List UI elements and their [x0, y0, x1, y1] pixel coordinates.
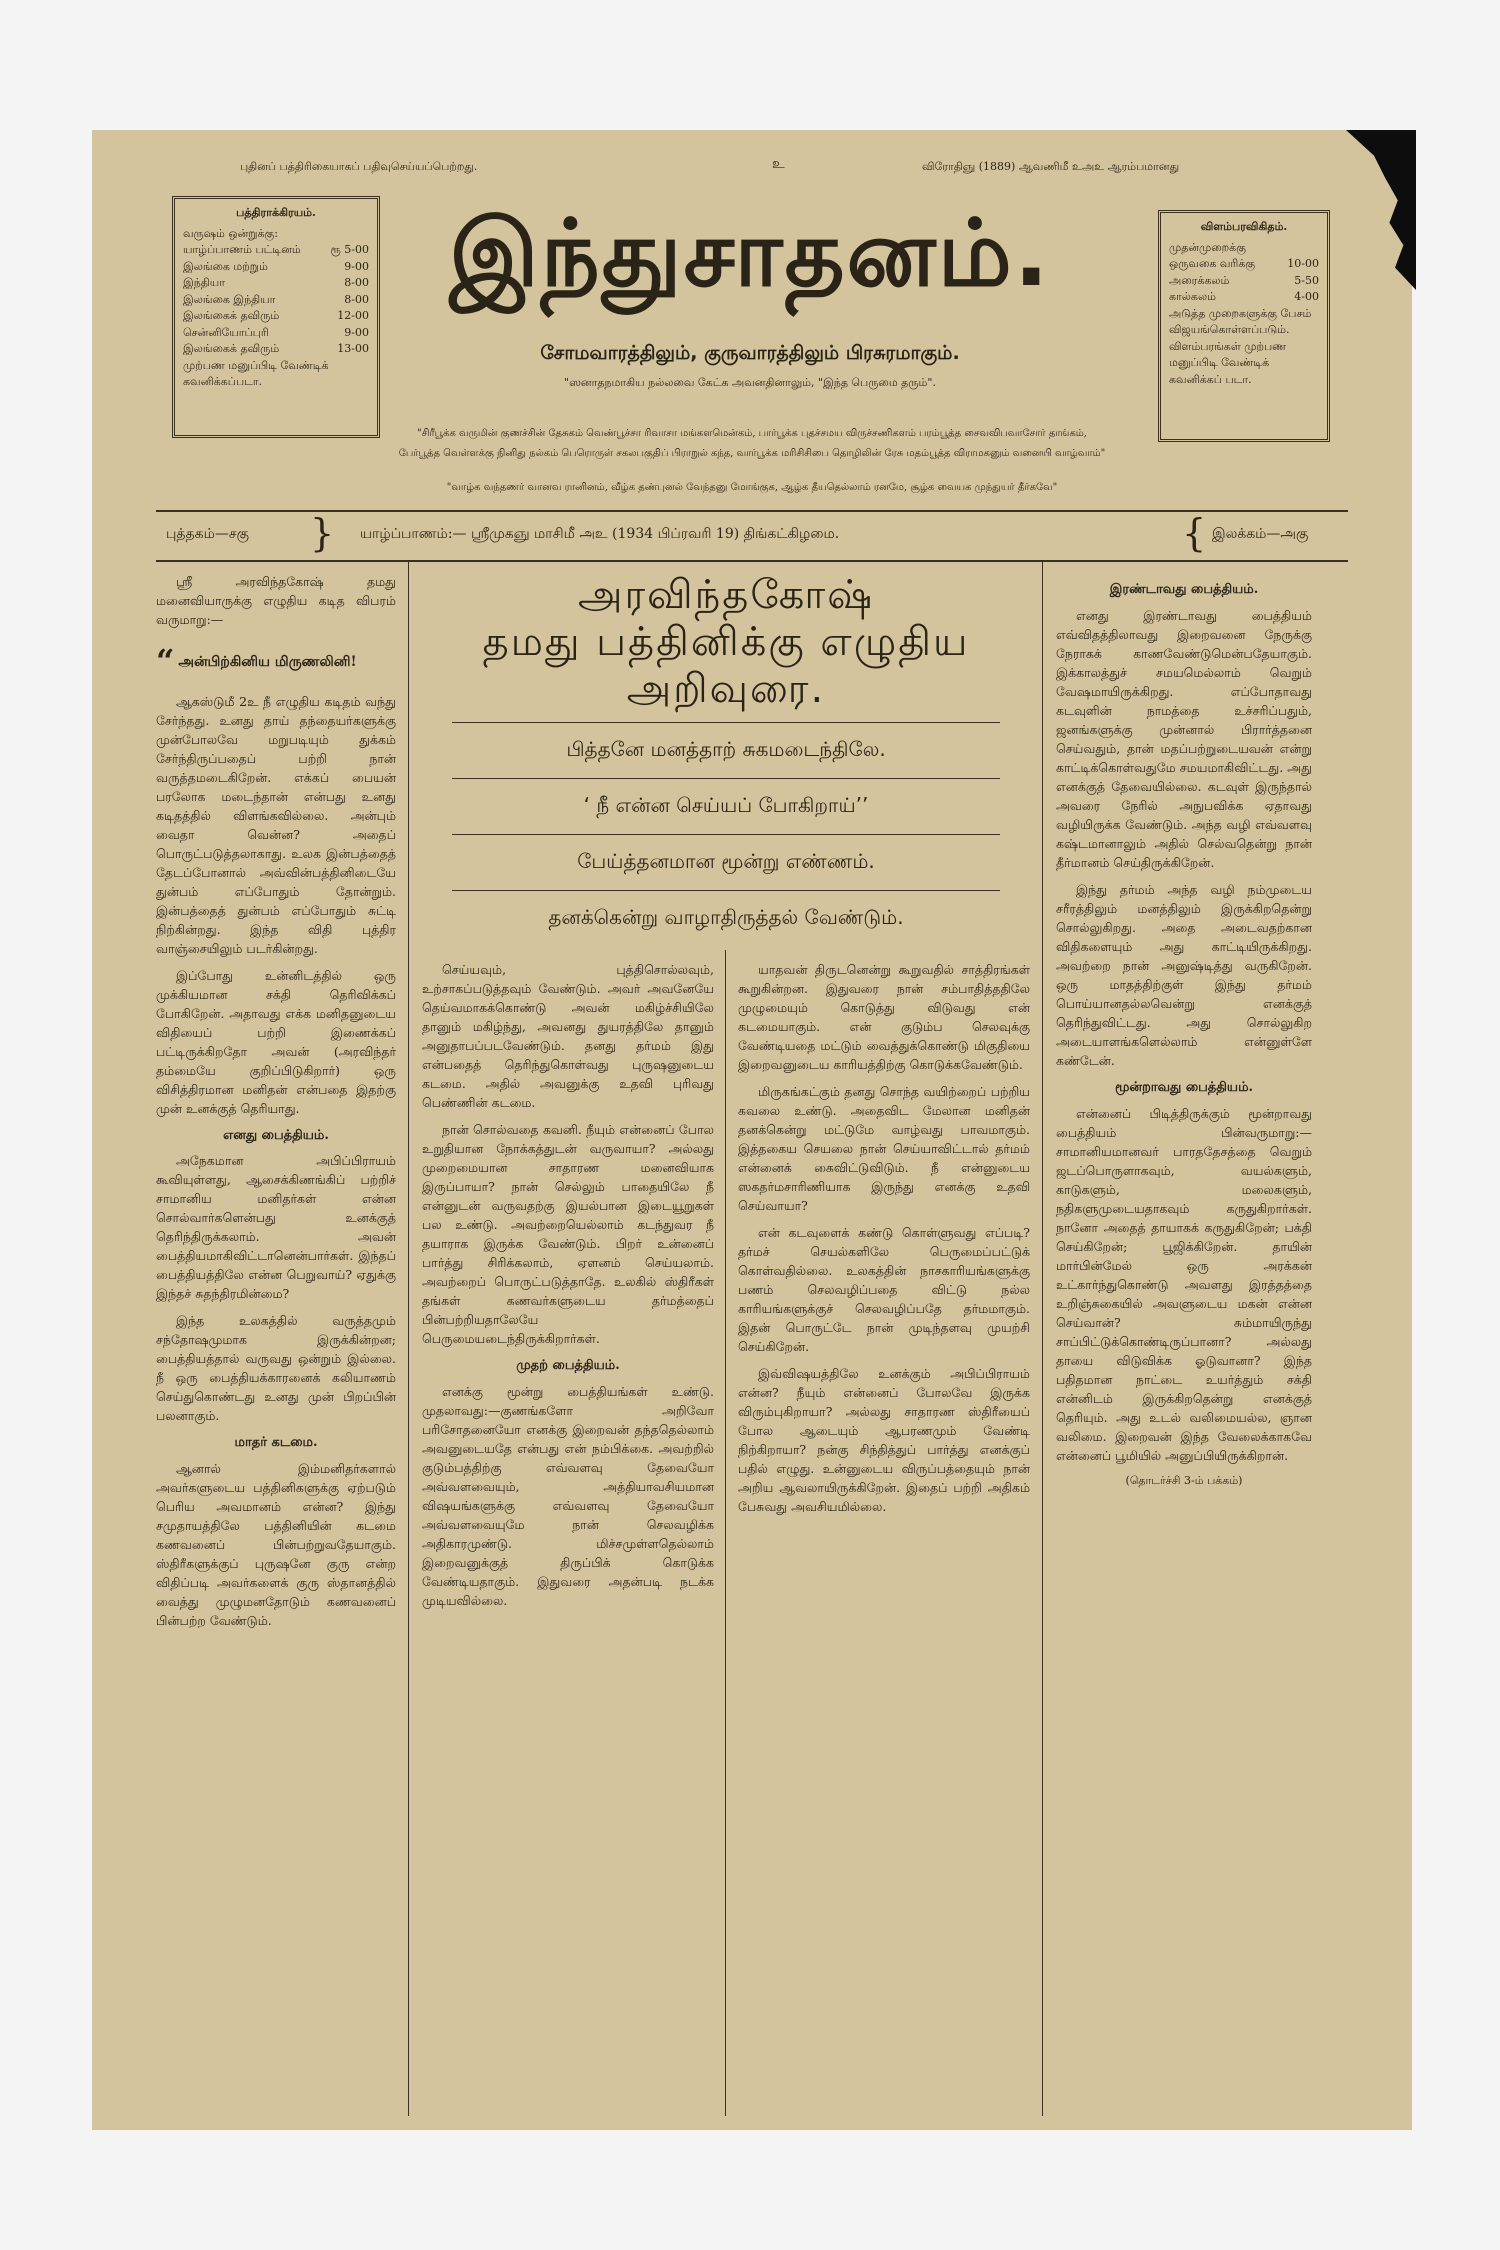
column-3 — [738, 960, 1030, 2110]
divider — [452, 834, 1000, 835]
advert-rate-note: விளம்பரங்கள் முற்பண மனுப்பிடி வேண்டிக் கவனிக்கப் படா. — [1169, 339, 1287, 386]
column-2 — [422, 960, 714, 2110]
paragraph: ஆகஸ்டுமீ 2உ நீ எழுதிய கடிதம் வந்து சேர்ந்தது. உனது தாய் தந்தையர்களுக்கு முன்போலவே மறுபடியும் துக்கம் சேர்ந்திருப்பதைப் பற்றி நான் வருத்தமடைகிறேன். எக்கப் பையன் பரலோக மடைந்தான் என்பது உனது கடிதத்தில் விளங்கவில்லை. அன்பும் வைதா வென்ன? அதைப் பொருட்படுத்தலாகாது. உலக இன்பத்தைத் தேடப்போனால் அவ்வின்பத்தினிடையே துன்பம் எப்போதும் தோன்றும். இன்பத்தைத் துன்பம் எப்போதும் சுட்டி நிற்கின்றது. இந்த விதி புத்திர வாஞ்சையிலும் படர்கின்றது. — [156, 693, 396, 956]
advert-rate-title: விளம்பரவிகிதம். — [1200, 220, 1288, 233]
continued-note: (தொடர்ச்சி 3-ம் பக்கம்) — [1125, 1473, 1243, 1487]
advert-rate-note: அடுத்த முறைகளுக்கு பேசம் விஜயங்கொள்ளப்படும். — [1169, 306, 1312, 336]
advert-rate-row: ஒருவகை வரிக்கு 10-00 — [1169, 257, 1319, 270]
divider — [452, 778, 1000, 779]
volume-number: புத்தகம்—சகு — [166, 526, 249, 542]
section-heading: முதற் பைத்தியம். — [516, 1358, 620, 1373]
header-divider — [156, 510, 1348, 512]
paragraph: என்னைப் பிடித்திருக்கும் மூன்றாவது பைத்தியம் பின்வருமாறு:— சாமானியமானவர் பாரததேசத்தை வெறும் ஜடப்பொருளாகவும், வயல்களும், காடுகளும், மலைகளும், நதிகளுமுடையதாகவும் கருதுகிறார்கள். நானோ அதைத் தாயாகக் கருதுகிறேன்; பக்தி செய்கிறேன்; பூஜிக்கிறேன். தாயின் மார்பின்மேல் ஒரு அரக்கன் உட்கார்ந்துகொண்டு அவளது இரத்தத்தை உறிஞ்சுகையில் அவளுடைய மகன் என்ன செய்வான்? சும்மாயிருந்து சாப்பிட்டுக்கொண்டிருப்பானா? அல்லது தாயை விடுவிக்க ஓடுவானா? இந்த பதிதமான நாட்டை உயர்த்தும் சக்தி என்னிடம் இருக்கிறதென்று எனக்குத் தெரியும். அது உடல் வலிமையல்ல, ஞான வலிமை. இறைவன் இந்த வேலைக்காகவே என்னைப் பூமியில் அனுப்பியிருக்கிறான். — [1056, 1105, 1312, 1463]
motto: "ஸனாதநமாகிய நல்லவை கேட்க அவனதினாலும், "இந்த பெருமை தரும்". — [564, 376, 936, 389]
issue-date: யாழ்ப்பாணம்:— ஸ்ரீமுகஞு மாசிமீ அஉ (1934 பிப்ரவரி 19) திங்கட்கிழமை. — [360, 526, 840, 542]
verse-line: "சிரீபூக்க வருமின் குணச்சின் தேசுகம் வெண்பூச்சா ரிவாசா மங்களமென்கம், பார்பூக்க புதச்சமய விருச்சணிகளம் பரம்பூத்த சைவவிபவாசோர் தாங்கம், — [417, 428, 1087, 439]
divider — [452, 722, 1000, 723]
subscription-row: இலங்கைக் தவிரும் 13-00 — [183, 342, 369, 355]
subscription-row: இலங்கை இந்தியா 8-00 — [183, 292, 369, 306]
masthead-title: இந்துசாதனம். — [449, 200, 1051, 307]
subscription-row: யாழ்ப்பாணம் பட்டினம் ரூ 5-00 — [183, 243, 369, 256]
headline-line: அரவிந்தகோஷ் — [578, 572, 874, 618]
salutation: அன்பிற்கினிய மிருணலினி! — [178, 654, 357, 670]
column-rule — [1042, 562, 1043, 2116]
subscription-note: முற்பண மனுப்பிடி வேண்டிக் கவனிக்கப்படா. — [183, 358, 329, 388]
column-rule — [725, 950, 726, 2116]
subscription-row: இலங்கை மற்றும் 9-00 — [183, 259, 369, 273]
issue-number: இலக்கம்—அகு — [1212, 526, 1309, 542]
article-intro: ஸ்ரீ அரவிந்தகோஷ் தமது மனைவியாருக்கு எழுதிய கடித விபரம் வருமாறு:— — [156, 574, 396, 627]
subscription-subtitle: வருஷம் ஒன்றுக்கு: — [183, 226, 278, 240]
paragraph: இவ்விஷயத்திலே உனக்கும் அபிப்பிராயம் என்ன? நீயும் என்னைப் போலவே இருக்க விரும்புகிறாயா? அல்லது சாதாரண ஸ்திரீயைப் போல ஆடையும் ஆபரணமும் வேண்டி நிற்கிறாயா? நன்கு சிந்தித்துப் பார்த்து எனக்குப் பதில் எழுது. உன்னுடைய விருப்பத்தையும் நான் அறிய ஆவலாயிருக்கிறேன். இதைப் பற்றி அதிகம் பேசுவது அவசியமில்லை. — [738, 1366, 1030, 1514]
paragraph: நான் சொல்வதை கவனி. நீயும் என்னைப் போல உறுதியான நோக்கத்துடன் வருவாயா? அல்லது முறைமையான சாதாரண மனைவியாக இருப்பாயா? நான் செல்லும் பாதையிலே நீ என்னுடன் வருவதற்கு இயல்பான இடையூறுகள் பல உண்டு. அவற்றையெல்லாம் கடந்துவர நீ தயாராக இருக்க வேண்டும். பிறர் உன்னைப் பார்த்து சிரிக்கலாம், ஏளனம் செய்யலாம். அவற்றைப் பொருட்படுத்தாதே. உலகில் ஸ்திரீகள் தங்கள் கணவர்களுடைய தர்மத்தைப் பின்பற்றியதாலேயே பெருமையடைந்திருக்கிறார்கள். — [422, 1122, 714, 1346]
issue-divider — [156, 560, 1348, 562]
advert-rate-subtitle: முதன்முறைக்கு — [1169, 240, 1246, 254]
section-heading: இரண்டாவது பைத்தியம். — [1109, 582, 1259, 597]
paragraph: இப்போது உன்னிடத்தில் ஒரு முக்கியமான சக்தி தெரிவிக்கப் போகிறேன். அதாவது எக்க மனிதனுடைய விதியைப் பற்றி இணைக்கப் பட்டிருக்கிறதோ அவன் (அரவிந்தர் தம்மையே குறிப்பிடுகிறார்) ஒரு விசித்திரமான மனிதன் என்பதை இதற்கு முன் உனக்குத் தெரியாது. — [156, 967, 396, 1116]
headline-line: தமது பத்தினிக்கு எழுதிய — [482, 619, 970, 666]
verse-line: பேர்பூத்த வெள்ளக்கு நினிது நல்கம் பெரொருள் சகலபகுதிப் பிராறுல் கந்த, வார்பூக்க மரிசிசிபை தொழிலின் ரேசு மதம்பூத்த விராமகனும் வனையி வாழ்வாம்" — [398, 448, 1106, 459]
established-note: விரோதிஞு (1889) ஆவணிமீ உஅஉ ஆரம்பமானது — [922, 160, 1180, 173]
column-rule — [408, 562, 409, 2116]
subscription-title: பத்திராக்கிரயம். — [236, 206, 316, 219]
verse-line: "வாழ்க வந்தணர் வானவ ரானினம், வீழ்க தண்புனல் வேந்தனு மோங்குக, ஆழ்க தீயதெல்லாம் ரனமே, சூழ்க வையக முந்துயர் தீர்கவே" — [446, 482, 1058, 493]
publication-frequency: சோமவாரத்திலும், குருவாரத்திலும் பிரசுரமாகும். — [540, 342, 960, 364]
subheadline: பேய்த்தனமான மூன்று எண்ணம். — [577, 848, 875, 873]
paragraph: என் கடவுளைக் கண்டு கொள்ளுவது எப்படி? தர்மச் செயல்களிலே பெருமைப்பட்டுக் கொள்வதில்லை. உலகத்தின் நாசகாரியங்களுக்கு பணம் செலவழிப்பதை விட்டு நல்ல காரியங்களுக்குச் செலவழிப்பதே தர்மமாகும். இதன் பொருட்டே நான் முடிந்தளவு முயற்சி செய்கிறேன். — [738, 1225, 1030, 1354]
paragraph: ஆனால் இம்மனிதர்களால் அவர்களுடைய பத்தினிகளுக்கு ஏற்படும் பெரிய அவமானம் என்ன? இந்து சமுதாயத்திலே பத்தினியின் கடமை கணவனைப் பின்பற்றுவதேயாகும். ஸ்திரீகளுக்குப் புருஷனே குரு என்ற விதிப்படி அவர்களைக் குரு ஸ்தானத்தில் வைத்து முழுமனதோடும் கணவனைப் பின்பற்ற வேண்டும். — [156, 1461, 396, 1629]
opening-quote-mark: “ — [156, 642, 175, 680]
advert-rate-row: அரைக்கலம் 5-50 — [1169, 273, 1319, 287]
paragraph: அநேகமான அபிப்பிராயம் கூவியுள்ளது, ஆசைக்கிணங்கிப் பற்றிச் சாமானிய மனிதர்கள் என்ன சொல்வார்களென்பது உனக்குத் தெரிந்திருக்கலாம். அவன் பைத்தியமாகிவிட்டானென்பார்கள். இந்தப் பைத்தியத்திலே என்ன பெறுவாய்? ஏதுக்கு இந்தச் சுதந்திரமின்மை? — [156, 1153, 396, 1302]
registration-note: புதினப் பத்திரிகையாகப் பதிவுசெய்யப்பெற்றது. — [240, 160, 478, 173]
paragraph: இந்து தர்மம் அந்த வழி நம்முடைய சரீரத்திலும் மனத்திலும் இருக்கிறதென்று சொல்லுகிறது. அதை அடைவதற்கான விதிகளையும் அது காட்டியிருக்கிறது. அவற்றை நான் அனுஷ்டித்து வருகிறேன். ஒரு மாதத்திற்குள் இந்து தர்மம் பொய்யானதல்லவென்று எனக்குத் தெரிந்துவிட்டது. அது சொல்லுகிற அடையாளங்களெல்லாம் என்னுள்ளே கண்டேன். — [1056, 881, 1312, 1068]
subscription-box — [172, 196, 380, 438]
subheadline: பித்தனே மனத்தாற் சுகமடைந்திலே. — [566, 736, 886, 761]
advert-rate-box — [1158, 210, 1330, 442]
advert-rate-row: கால்கலம் 4-00 — [1169, 290, 1319, 303]
paragraph: இந்த உலகத்தில் வருத்தமும் சந்தோஷமுமாக இருக்கின்றன; பைத்தியத்தால் வருவது ஒன்றும் இல்லை. நீ ஒரு பைத்தியக்காரனைக் கலியாணம் செய்துகொண்டது உனது முன் பிறப்பின் பலனாகும். — [156, 1313, 396, 1424]
divider — [452, 890, 1000, 891]
headline-line: அறிவுரை. — [626, 666, 826, 713]
column-1 — [156, 572, 396, 2112]
section-heading: மாதர் கடமை. — [234, 1435, 318, 1451]
column-4 — [1056, 572, 1312, 2112]
section-heading: எனது பைத்தியம். — [223, 1127, 329, 1143]
paragraph: எனது இரண்டாவது பைத்தியம் எவ்விதத்திலாவது இறைவனை நேருக்கு நேராகக் காணவேண்டுமென்பதேயாகும். இக்காலத்துச் சமயமெல்லாம் வெறும் வேஷமாயிருக்கிறது. எப்போதாவது கடவுளின் நாமத்தை உச்சரிப்பதும், ஜனங்களுக்கு முன்னால் பிரார்த்தனை செய்வதும், தான் மதப்பற்றுடையவன் என்று காட்டிக்கொள்வதுமே சமயமாகிவிட்டது. அது எனக்குத் தேவையில்லை. கடவுள் இருந்தால் அவரை நேரில் அநுபவிக்க ஏதாவது வழியிருக்க வேண்டும். அந்த வழி எவ்வளவு கஷ்டமானாலும் அதில் செல்வதென்று நான் தீர்மானம் செய்திருக்கிறேன். — [1056, 607, 1312, 870]
subscription-row: சென்னியோப்புரி 9-00 — [183, 325, 369, 339]
subheadline: தனக்கென்று வாழாதிருத்தல் வேண்டும். — [548, 904, 904, 929]
header-symbol: உ — [772, 156, 785, 172]
feature-headline-block — [422, 572, 1030, 946]
subscription-row: இலங்கைக் தவிரும் 12-00 — [183, 309, 369, 322]
brace-left: } — [310, 511, 335, 555]
paragraph: மிருகங்கட்கும் தனது சொந்த வயிற்றைப் பற்றிய கவலை உண்டு. அதைவிட மேலான மனிதன் தனக்கென்று மட்டுமே வாழ்வது பாவமாகும். இத்தகைய செயலை நான் செய்யாவிட்டால் தர்மம் என்னைக் கைவிட்டுவிடும். நீ என்னுடைய ஸகதர்மசாரிணியாக இருந்து எனக்கு உதவி செய்வாயா? — [738, 1084, 1030, 1213]
paragraph: யாதவன் திருடனென்று கூறுவதில் சாத்திரங்கள் கூறுகின்றன. இதுவரை நான் சம்பாதித்ததிலே முழுமையும் கொடுத்து விடுவது என் கடமையாகும். என் குடும்ப செலவுக்கு வேண்டியதை மட்டும் வைத்துக்கொண்டு மிகுதியை இறைவனுடைய காரியத்திற்கு கொடுக்கவேண்டும். — [738, 962, 1030, 1072]
subheadline: ‘ நீ என்ன செய்யப் போகிறாய்’’ — [583, 792, 869, 817]
brace-right: { — [1182, 511, 1207, 555]
paragraph: செய்யவும், புத்திசொல்லவும், உற்சாகப்படுத்தவும் வேண்டும். அவர் அவனேயே தெய்வமாகக்கொண்டு அவன் மகிழ்ச்சியிலே தானும் மகிழ்ந்து, அவனது துயரத்திலே தானும் அனுதாபப்படவேண்டும். தனது தர்மம் இது என்பதைத் தெரிந்துகொள்வது புருஷனுடைய கடமை. அதில் அவனுக்கு உதவி புரிவது பெண்ணின் கடமை. — [422, 962, 714, 1110]
newspaper-page — [92, 130, 1412, 2130]
section-heading: மூன்றாவது பைத்தியம். — [1114, 1079, 1254, 1095]
subscription-row: இந்தியா 8-00 — [183, 276, 369, 289]
paragraph: எனக்கு மூன்று பைத்தியங்கள் உண்டு. முதலாவது:—குணங்களோ அறிவோ பரிசோதனையோ எனக்கு இறைவன் தந்ததெல்லாம் அவனுடையதே என்பது என் நம்பிக்கை. அவற்றில் குடும்பத்திற்கு எவ்வளவு தேவையோ அவ்வளவையும், அத்தியாவசியமான விஷயங்களுக்கு எவ்வளவு தேவையோ அவ்வளவையுமே நான் செலவழிக்க அதிகாரமுண்டு. மிச்சமுள்ளதெல்லாம் இறைவனுக்குத் திருப்பிக் கொடுக்க வேண்டியதாகும். இதுவரை அதன்படி நடக்க முடியவில்லை. — [422, 1383, 714, 1608]
